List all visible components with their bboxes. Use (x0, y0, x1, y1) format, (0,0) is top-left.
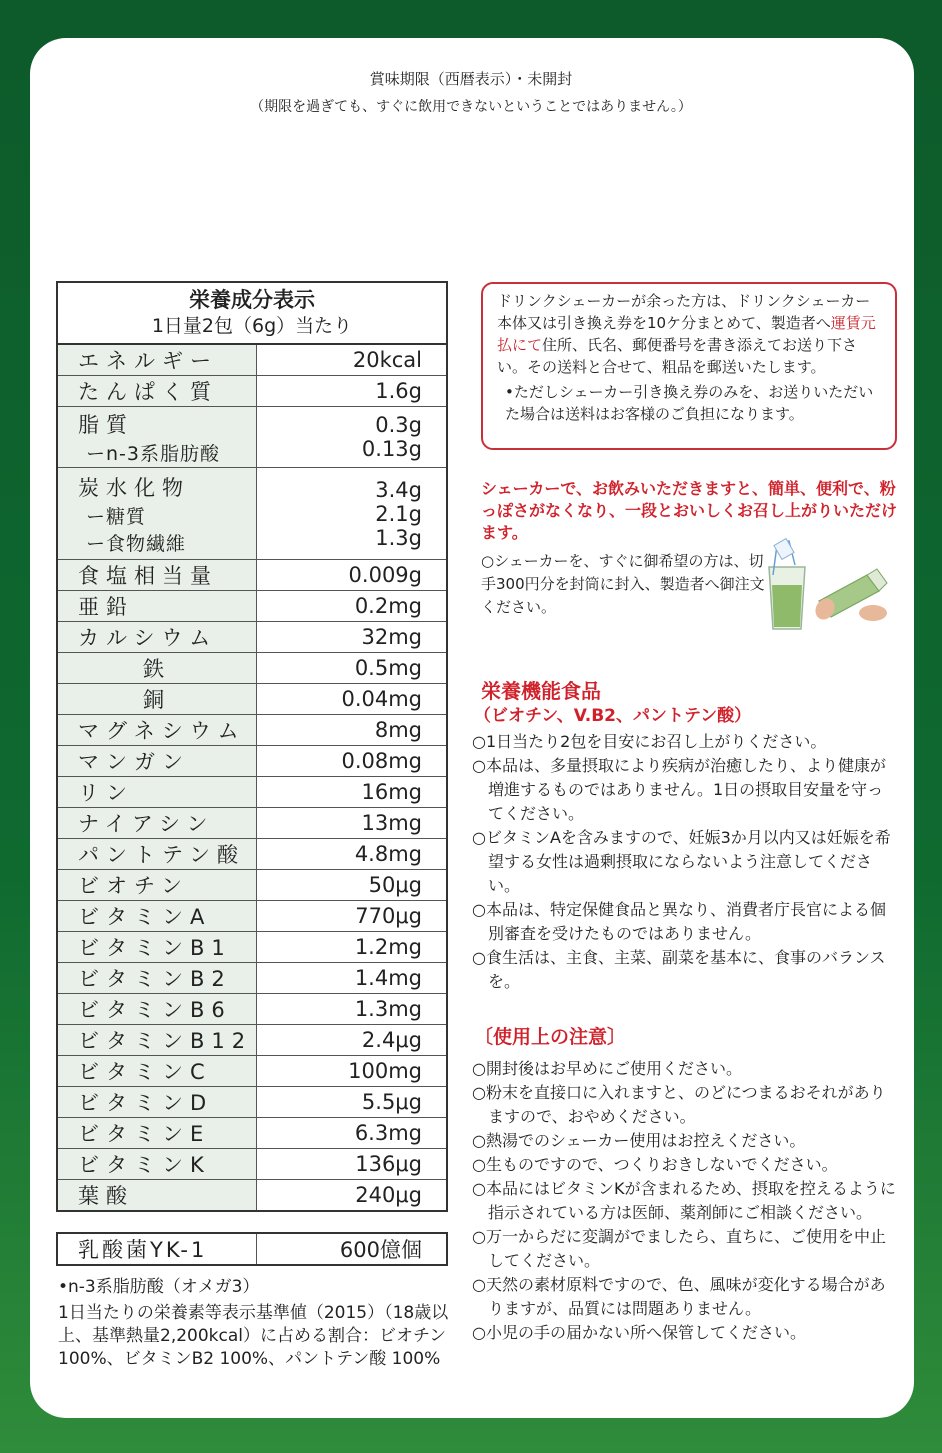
nutrient-value: 2.4μg (361, 1028, 422, 1052)
nutrient-value: 0.04mg (341, 687, 422, 711)
nutrition-row (58, 746, 446, 777)
nutrient-value: 0.2mg (354, 594, 422, 618)
list-item: ○小児の手の届かない所へ保管してください。 (472, 1323, 806, 1342)
caution-list (472, 1057, 897, 1345)
nutrient-name: パントテン酸 (78, 843, 245, 867)
shaker-note: •ただしシェーカー引き換え券のみを、お送りいただいた場合は送料はお客様のご負担になります。 (505, 383, 874, 423)
functional-title: 栄養機能食品 (481, 679, 601, 703)
nutrient-value: 0.5mg (354, 656, 422, 680)
nutrition-title: 栄養成分表示 (189, 288, 315, 312)
nutrition-row (58, 777, 446, 808)
nutrition-row (58, 870, 446, 901)
nutrient-value: 1.6g (375, 379, 422, 403)
nutrient-name: ビタミンB2 (78, 967, 232, 991)
nutrition-row (58, 1056, 446, 1087)
nutrient-subvalue: 2.1g (375, 501, 422, 526)
list-item: ○生ものですので、つくりおきしないでください。 (472, 1155, 838, 1174)
nutrition-row (58, 653, 446, 684)
nutrient-name: ビタミンB6 (78, 998, 232, 1022)
nutrient-value: 32mg (361, 625, 422, 649)
nutrient-value: 5.5μg (361, 1090, 422, 1114)
nutrient-subname: ー食物繊維 (86, 532, 187, 555)
nutrition-row (58, 715, 446, 746)
nutrition-row (58, 407, 446, 468)
nutrient-name: 亜鉛 (78, 595, 134, 619)
nutrition-row (58, 684, 446, 715)
nutrition-row (58, 963, 446, 994)
functional-list (472, 730, 897, 994)
nutrition-row (58, 560, 446, 591)
nutrient-subname: ーn-3系脂肪酸 (86, 442, 220, 465)
nutrient-name: たんぱく質 (78, 380, 218, 404)
nutrition-row (58, 901, 446, 932)
nutrient-value: 770μg (355, 904, 422, 928)
nutrient-value: 0.08mg (341, 749, 422, 773)
nutrition-row (58, 376, 446, 407)
nutrient-name: 鉄 (143, 657, 171, 681)
nutrition-row (58, 1025, 446, 1056)
nutrient-value: 136μg (355, 1152, 422, 1176)
nutrition-row (58, 932, 446, 963)
glass-icon (769, 539, 805, 629)
lactic-row (56, 1232, 448, 1266)
caution-title: 〔使用上の注意〕 (474, 1026, 627, 1048)
nutrition-rows (58, 345, 446, 1210)
nutrient-value: 3.4g (375, 477, 422, 502)
nutrient-value: 16mg (361, 780, 422, 804)
nutrient-name: カルシウム (78, 626, 218, 650)
functional-subtitle: （ビオチン、V.B2、パントテン酸） (474, 706, 752, 726)
nutrient-name: ビタミンA (78, 905, 212, 929)
nutrient-name: 葉酸 (78, 1184, 134, 1208)
shaker-bottle-icon (812, 569, 887, 623)
list-item: ○万一からだに変調がでましたら、直ちに、ご使用を中止してください。 (472, 1227, 886, 1270)
reference-note: 1日当たりの栄養素等表示基準値（2015）（18歳以上、基準熱量2,200kcal）に占める割合：ビオチン 100%、ビタミンB2 100%、パントテン酸 100% (58, 1303, 449, 1369)
nutrient-name: ナイアシン (78, 812, 215, 836)
lactic-value: 600億個 (339, 1238, 422, 1262)
expiry-title: 賞味期限（西暦表示）・未開封 (369, 70, 573, 88)
nutrient-value: 20kcal (352, 348, 422, 372)
nutrient-name: マンガン (78, 750, 190, 774)
list-item: ○開封後はお早めにご使用ください。 (472, 1059, 742, 1078)
nutrient-subvalue: 1.3g (375, 525, 422, 550)
nutrient-name: マグネシウム (78, 719, 246, 743)
nutrient-value: 0.009g (348, 563, 422, 587)
nutrient-value: 0.3g (375, 413, 422, 437)
nutrition-header (58, 283, 446, 345)
shaker-notice (481, 282, 897, 450)
nutrient-value: 8mg (374, 718, 422, 742)
nutrition-row (58, 1118, 446, 1149)
shaker-red-text: 運賃元払にて (497, 314, 876, 354)
list-item: ○1日当たり2包を目安にお召し上がりください。 (472, 732, 827, 751)
nutrition-row (58, 622, 446, 653)
nutrition-row (58, 345, 446, 376)
nutrient-value: 240μg (355, 1183, 422, 1207)
nutrient-name: ビタミンE (78, 1122, 211, 1146)
shaker-illustration (755, 535, 895, 635)
nutrient-value: 100mg (348, 1059, 422, 1083)
nutrient-value: 4.8mg (354, 842, 422, 866)
nutrient-name: ビタミンK (78, 1153, 211, 1177)
nutrition-table (56, 281, 448, 1212)
nutrient-value: 1.2mg (354, 935, 422, 959)
nutrient-value: 6.3mg (354, 1121, 422, 1145)
nutrition-row (58, 591, 446, 622)
nutrition-row (58, 1180, 446, 1210)
omega-note: •n-3系脂肪酸（オメガ3） (58, 1277, 260, 1297)
nutrient-name: 銅 (143, 688, 171, 712)
shaker-text: ドリンクシェーカーが余った方は、ドリンクシェーカー本体又は引き換え券を10ケ分まとめて、製造者へ運賃元払にて住所、氏名、郵便番号を書き添えてお送り下さい。その送料と合せて、粗品を郵送いたします。 (497, 292, 876, 376)
nutrition-row (58, 468, 446, 560)
list-item: ○本品は、多量摂取により疾病が治癒したり、より健康が増進するものではありません。1日の摂取目安量を守ってください。 (472, 756, 886, 823)
nutrient-name: エネルギー (78, 349, 218, 373)
list-item: ○ビタミンAを含みますので、妊娠3か月以内又は妊娠を希望する女性は過剰摂取にならないよう注意してください。 (472, 828, 891, 895)
nutrient-value: 13mg (361, 811, 422, 835)
nutrient-name: ビタミンC (78, 1060, 212, 1084)
nutrition-row (58, 808, 446, 839)
nutrient-name: ビタミンB1 (78, 936, 232, 960)
list-item: ○本品にはビタミンKが含まれるため、摂取を控えるように指示されている方は医師、薬剤師にご相談ください。 (472, 1179, 896, 1222)
nutrient-name: リン (78, 781, 134, 805)
nutrient-name: ビタミンD (78, 1091, 214, 1115)
list-item: ○粉末を直接口に入れますと、のどにつまるおそれがありますので、おやめください。 (472, 1083, 886, 1126)
nutrient-name: ビタミンB12 (78, 1029, 253, 1053)
nutrient-subname: ー糖質 (86, 505, 147, 528)
nutrient-name: 食塩相当量 (78, 564, 218, 588)
nutrient-value: 1.4mg (354, 966, 422, 990)
list-item: ○食生活は、主食、主菜、副菜を基本に、食事のバランスを。 (472, 948, 886, 991)
promo-headline: シェーカーで、お飲みいただきますと、簡単、便利で、粉っぽさがなくなり、一段とおいしくお召し上がりいただけます。 (481, 479, 898, 542)
expiry-note: （期限を過ぎても、すぐに飲用できないということではありません。） (250, 99, 692, 115)
nutrient-value: 1.3mg (354, 997, 422, 1021)
list-item: ○熱湯でのシェーカー使用はお控えください。 (472, 1131, 806, 1150)
nutrition-row (58, 1149, 446, 1180)
nutrient-subvalue: 0.13g (361, 437, 422, 461)
nutrient-name: 脂質 (78, 412, 134, 437)
promo-body: ○シェーカーを、すぐに御希望の方は、切手300円分を封筒に封入、製造者へ御注文ください。 (481, 552, 765, 616)
nutrition-subtitle: 1日量2包（6g）当たり (151, 315, 353, 337)
nutrition-row (58, 1087, 446, 1118)
nutrition-row (58, 839, 446, 870)
lactic-name: 乳酸菌YK-1 (58, 1234, 257, 1264)
nutrient-value: 50μg (368, 873, 422, 897)
list-item: ○本品は、特定保健食品と異なり、消費者庁長官による個別審査を受けたものではありません。 (472, 900, 886, 943)
list-item: ○天然の素材原料ですので、色、風味が変化する場合がありますが、品質には問題ありません。 (472, 1275, 886, 1318)
nutrition-row (58, 994, 446, 1025)
nutrient-name: 炭水化物 (78, 475, 190, 500)
nutrient-name: ビオチン (78, 874, 189, 898)
